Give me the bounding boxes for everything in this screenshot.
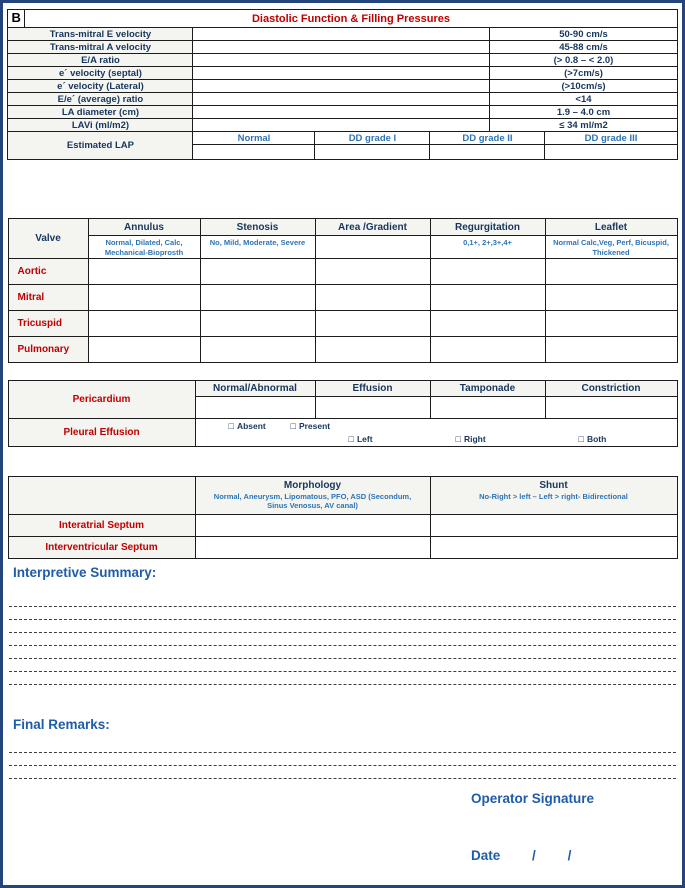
pericardium-table bbox=[8, 380, 678, 447]
normal-range: (> 0.8 – < 2.0) bbox=[490, 54, 677, 67]
morphology-header bbox=[195, 476, 430, 514]
checkbox-icon: □ bbox=[455, 433, 461, 444]
entry-cell[interactable] bbox=[430, 514, 677, 536]
entry-cell[interactable] bbox=[430, 396, 545, 418]
column-header: Normal/Abnormal bbox=[195, 380, 315, 396]
column-header: Tamponade bbox=[430, 380, 545, 396]
normal-range: ≤ 34 ml/m2 bbox=[490, 119, 677, 132]
pleural-effusion-label: Pleural Effusion bbox=[8, 418, 195, 446]
entry-cell[interactable] bbox=[195, 514, 430, 536]
lap-grade-header: DD grade I bbox=[315, 132, 430, 145]
checkbox-both[interactable] bbox=[579, 434, 607, 444]
valve-row-label: Pulmonary bbox=[8, 336, 88, 362]
column-subheader: No-Right > left – Left > right- Bidirectional bbox=[479, 491, 628, 501]
write-line[interactable] bbox=[9, 740, 676, 753]
write-line[interactable] bbox=[9, 753, 676, 766]
lap-grade-header: Normal bbox=[193, 132, 315, 145]
checkbox-label: Right bbox=[463, 433, 486, 444]
diastolic-table bbox=[7, 9, 677, 160]
entry-cell[interactable] bbox=[315, 310, 430, 336]
checkbox-absent[interactable] bbox=[229, 421, 266, 431]
septum-table bbox=[8, 476, 678, 559]
write-line[interactable] bbox=[9, 659, 676, 672]
empty-header-cell bbox=[8, 476, 195, 514]
lap-grade-header: DD grade III bbox=[545, 132, 677, 145]
entry-cell[interactable] bbox=[193, 41, 490, 54]
entry-cell[interactable] bbox=[88, 284, 200, 310]
checkbox-label: Both bbox=[586, 433, 607, 444]
column-subheader: Normal, Aneurysm, Lipomatous, PFO, ASD (Secondum, Sinus Venosus, AV canal) bbox=[213, 491, 412, 511]
write-line[interactable] bbox=[9, 607, 676, 620]
normal-range: (>7cm/s) bbox=[490, 67, 677, 80]
column-header: Effusion bbox=[315, 380, 430, 396]
date-field[interactable] bbox=[471, 848, 682, 863]
entry-cell[interactable] bbox=[545, 258, 677, 284]
column-subheader bbox=[315, 236, 430, 259]
write-line[interactable] bbox=[9, 646, 676, 659]
entry-cell[interactable] bbox=[193, 119, 490, 132]
entry-cell[interactable] bbox=[430, 310, 545, 336]
entry-cell[interactable] bbox=[315, 145, 430, 160]
write-line[interactable] bbox=[9, 594, 676, 607]
normal-range: 50-90 cm/s bbox=[490, 28, 677, 41]
entry-cell[interactable] bbox=[193, 67, 490, 80]
column-header: Regurgitation bbox=[430, 219, 545, 236]
entry-cell[interactable] bbox=[193, 106, 490, 119]
lap-grade-header: DD grade II bbox=[430, 132, 545, 145]
parameter-label: Trans-mitral E velocity bbox=[8, 28, 193, 41]
entry-cell[interactable] bbox=[193, 54, 490, 67]
operator-signature-label: Operator Signature bbox=[471, 790, 595, 806]
entry-cell[interactable] bbox=[193, 80, 490, 93]
septum-row-label: Interatrial Septum bbox=[8, 514, 195, 536]
entry-cell[interactable] bbox=[315, 284, 430, 310]
entry-cell[interactable] bbox=[545, 145, 677, 160]
parameter-label: e´ velocity (septal) bbox=[8, 67, 193, 80]
entry-cell[interactable] bbox=[88, 258, 200, 284]
diastolic-table-title: Diastolic Function & Filling Pressures bbox=[25, 10, 677, 28]
checkbox-left[interactable] bbox=[349, 434, 373, 444]
entry-cell[interactable] bbox=[545, 396, 677, 418]
write-line[interactable] bbox=[9, 766, 676, 779]
column-header: Annulus bbox=[88, 219, 200, 236]
write-line[interactable] bbox=[9, 620, 676, 633]
column-subheader: No, Mild, Moderate, Severe bbox=[200, 236, 315, 259]
parameter-label: Estimated LAP bbox=[8, 132, 193, 160]
normal-range: 1.9 – 4.0 cm bbox=[490, 106, 677, 119]
column-header: Constriction bbox=[545, 380, 677, 396]
valve-row-label: Tricuspid bbox=[8, 310, 88, 336]
interpretive-summary-heading: Interpretive Summary: bbox=[13, 564, 157, 580]
entry-cell[interactable] bbox=[193, 28, 490, 41]
normal-range: (>10cm/s) bbox=[490, 80, 677, 93]
write-line[interactable] bbox=[9, 672, 676, 685]
checkbox-label: Left bbox=[356, 433, 373, 444]
final-remarks-heading: Final Remarks: bbox=[13, 716, 110, 732]
checkbox-icon: □ bbox=[228, 420, 234, 431]
entry-cell[interactable] bbox=[545, 284, 677, 310]
parameter-label: E/A ratio bbox=[8, 54, 193, 67]
parameter-label: e´ velocity (Lateral) bbox=[8, 80, 193, 93]
entry-cell[interactable] bbox=[193, 93, 490, 106]
entry-cell[interactable] bbox=[200, 336, 315, 362]
checkbox-label: Absent bbox=[236, 420, 266, 431]
write-line[interactable] bbox=[9, 633, 676, 646]
checkbox-right[interactable] bbox=[456, 434, 486, 444]
entry-cell[interactable] bbox=[315, 336, 430, 362]
entry-cell[interactable] bbox=[315, 258, 430, 284]
panel-label: B bbox=[8, 10, 25, 28]
entry-cell[interactable] bbox=[430, 145, 545, 160]
valve-table bbox=[8, 218, 678, 363]
valve-row-label: Mitral bbox=[8, 284, 88, 310]
checkbox-icon: □ bbox=[290, 420, 296, 431]
date-separator: / bbox=[567, 847, 572, 863]
checkbox-present[interactable] bbox=[291, 421, 331, 431]
date-separator: / bbox=[532, 847, 536, 863]
entry-cell[interactable] bbox=[545, 336, 677, 362]
entry-cell[interactable] bbox=[88, 336, 200, 362]
checkbox-icon: □ bbox=[348, 433, 354, 444]
column-subheader: Normal, Dilated, Calc, Mechanical-Bioprosth bbox=[88, 236, 200, 259]
entry-cell[interactable] bbox=[430, 536, 677, 558]
septum-row-label: Interventricular Septum bbox=[8, 536, 195, 558]
summary-lines bbox=[9, 594, 676, 685]
entry-cell[interactable] bbox=[195, 396, 315, 418]
entry-cell[interactable] bbox=[430, 284, 545, 310]
remarks-lines bbox=[9, 740, 676, 779]
parameter-label: E/e´ (average) ratio bbox=[8, 93, 193, 106]
entry-cell[interactable] bbox=[315, 396, 430, 418]
date-label: Date bbox=[471, 847, 501, 863]
parameter-label: Trans-mitral A velocity bbox=[8, 41, 193, 54]
normal-range: <14 bbox=[490, 93, 677, 106]
entry-cell[interactable] bbox=[200, 258, 315, 284]
parameter-label: LAVi (ml/m2) bbox=[8, 119, 193, 132]
shunt-header bbox=[430, 476, 677, 514]
column-subheader: 0,1+, 2+,3+,4+ bbox=[430, 236, 545, 259]
entry-cell[interactable] bbox=[545, 310, 677, 336]
entry-cell[interactable] bbox=[430, 336, 545, 362]
column-header: Stenosis bbox=[200, 219, 315, 236]
column-header: Morphology bbox=[283, 479, 342, 491]
pleural-effusion-options bbox=[195, 418, 677, 446]
column-header: Valve bbox=[8, 219, 88, 259]
column-header: Area /Gradient bbox=[315, 219, 430, 236]
parameter-label: LA diameter (cm) bbox=[8, 106, 193, 119]
pericardium-label: Pericardium bbox=[8, 380, 195, 418]
entry-cell[interactable] bbox=[200, 284, 315, 310]
checkbox-label: Present bbox=[298, 420, 331, 431]
entry-cell[interactable] bbox=[200, 310, 315, 336]
entry-cell[interactable] bbox=[195, 536, 430, 558]
checkbox-icon: □ bbox=[578, 433, 584, 444]
column-header: Leaflet bbox=[545, 219, 677, 236]
entry-cell[interactable] bbox=[430, 258, 545, 284]
entry-cell[interactable] bbox=[193, 145, 315, 160]
entry-cell[interactable] bbox=[88, 310, 200, 336]
valve-row-label: Aortic bbox=[8, 258, 88, 284]
column-subheader: Normal Calc,Veg, Perf, Bicuspid, Thickened bbox=[545, 236, 677, 259]
column-header: Shunt bbox=[539, 479, 568, 491]
normal-range: 45-88 cm/s bbox=[490, 41, 677, 54]
